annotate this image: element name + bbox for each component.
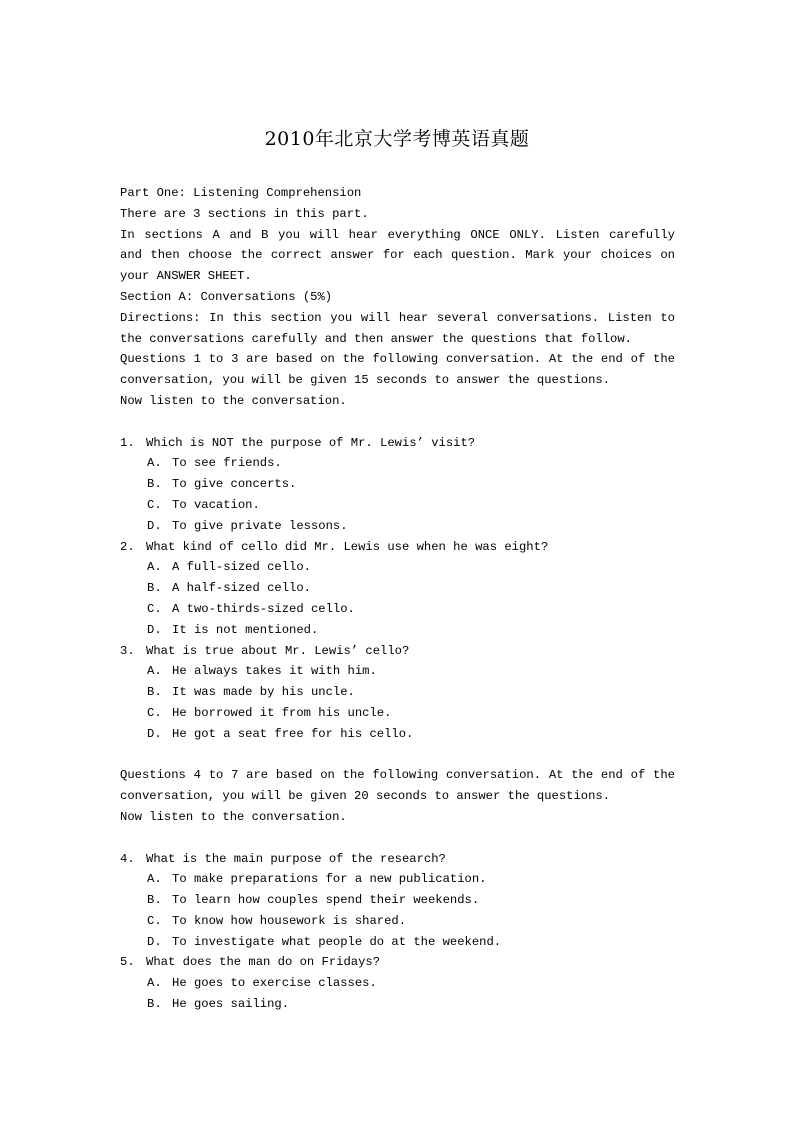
option-text: To investigate what people do at the weekend. [172,934,502,949]
section-a-heading: Section A: Conversations (5%) [120,289,333,304]
option-text: It is not mentioned. [172,622,319,637]
spacer [120,745,675,766]
option-text: It was made by his uncle. [172,685,355,700]
group-lead: Questions 1 to 3 are based on the following conversation. At the end of the conversation, you will be given 15 seconds to answer the questions. [120,352,675,388]
option-item [120,557,675,578]
option-item [120,578,675,599]
option-text: To see friends. [172,456,282,471]
question-item [120,849,675,953]
option-text: To learn how couples spend their weekends. [172,893,480,908]
question-text: What does the man do on Fridays? [146,955,381,970]
option-text: He got a seat free for his cello. [172,726,414,741]
option-item [120,453,675,474]
option-text: He borrowed it from his uncle. [172,705,392,720]
option-item [120,724,675,745]
option-item [120,495,675,516]
option-letter: B. [147,477,162,492]
document-title: 2010年北京大学考博英语真题 [264,128,530,150]
part-heading: Part One: Listening Comprehension [120,186,362,200]
option-text: To give private lessons. [172,518,348,533]
option-item [120,703,675,724]
option-item [120,516,675,537]
option-item [120,973,675,994]
question-number: 2. [120,539,135,554]
question-text: What is the main purpose of the research? [146,851,446,866]
spacer [120,412,675,433]
option-item [120,869,675,890]
option-letter: B. [147,685,162,700]
option-text: To give concerts. [172,477,297,492]
spacer [120,828,675,849]
question-item [120,641,675,745]
group-listen-note: Now listen to the conversation. [120,393,347,408]
option-letter: B. [147,893,162,908]
option-letter: A. [147,872,162,887]
question-group-1 [120,349,675,744]
option-letter: B. [147,581,162,596]
option-item [120,474,675,495]
option-letter: D. [147,622,162,637]
option-letter: D. [147,518,162,533]
document-body [120,183,675,1015]
option-letter: A. [147,664,162,679]
option-letter: D. [147,726,162,741]
question-text: Which is NOT the purpose of Mr. Lewis’ visit? [146,435,476,450]
group-listen-note: Now listen to the conversation. [120,809,347,824]
question-number: 4. [120,851,135,866]
directions-paragraph: Directions: In this section you will hear several conversations. Listen to the conversations carefully and then answer the questions that follow. [120,310,675,346]
option-letter: C. [147,497,162,512]
option-letter: D. [147,934,162,949]
option-item [120,620,675,641]
option-item [120,932,675,953]
option-text: He goes to exercise classes. [172,976,377,991]
option-item [120,599,675,620]
option-item [120,890,675,911]
option-item [120,911,675,932]
option-letter: B. [147,997,162,1012]
option-item [120,994,675,1015]
question-text: What is true about Mr. Lewis’ cello? [146,643,410,658]
question-number: 5. [120,955,135,970]
question-text: What kind of cello did Mr. Lewis use when he was eight? [146,539,549,554]
option-text: To vacation. [172,497,260,512]
option-text: A full-sized cello. [172,560,311,575]
question-group-2 [120,765,675,1015]
option-text: A half-sized cello. [172,581,311,596]
option-item [120,661,675,682]
option-letter: A. [147,976,162,991]
option-text: To know how housework is shared. [172,913,407,928]
question-item [120,537,675,641]
question-item [120,952,675,1014]
option-letter: C. [147,705,162,720]
option-letter: A. [147,560,162,575]
instructions-paragraph: In sections A and B you will hear everything ONCE ONLY. Listen carefully and then choose the correct answer for each question. Mark your choices on your ANSWER SHEET. [120,227,675,284]
question-item [120,433,675,537]
option-letter: C. [147,601,162,616]
question-number: 1. [120,435,135,450]
option-letter: C. [147,913,162,928]
option-item [120,682,675,703]
option-letter: A. [147,456,162,471]
option-text: To make preparations for a new publication. [172,872,487,887]
group-lead: Questions 4 to 7 are based on the following conversation. At the end of the conversation, you will be given 20 seconds to answer the questions. [120,768,675,804]
sections-note: There are 3 sections in this part. [120,206,369,221]
option-text: He goes sailing. [172,997,290,1012]
question-number: 3. [120,643,135,658]
option-text: A two-thirds-sized cello. [172,601,355,616]
option-text: He always takes it with him. [172,664,377,679]
